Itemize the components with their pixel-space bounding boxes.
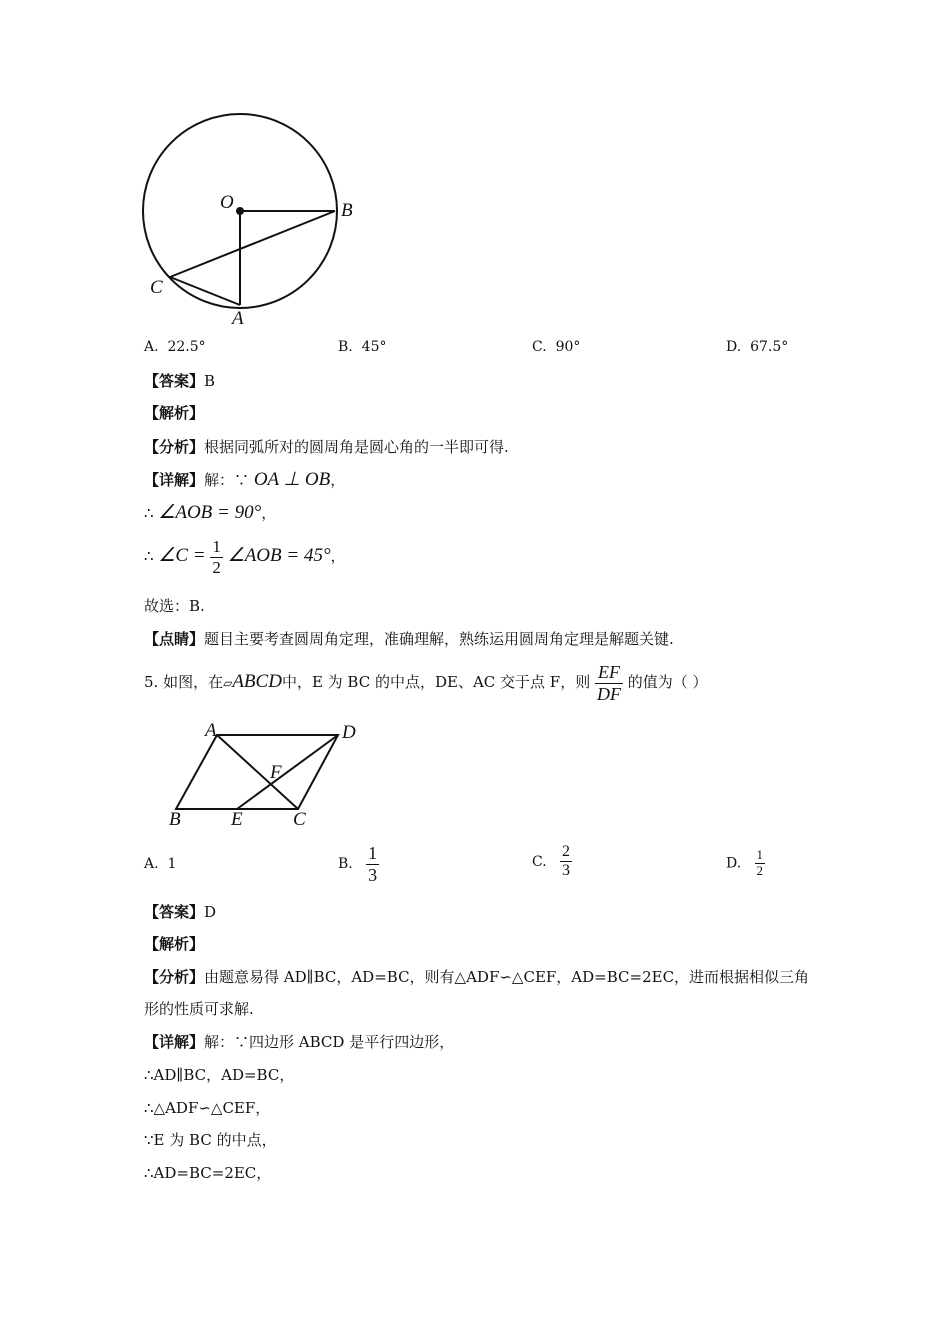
q4-step1: ∴ ∠AOB = 90°， (144, 502, 277, 523)
center-point-O (236, 207, 244, 215)
q5-step-1: ∴AD∥BC，AD=BC， (144, 1066, 295, 1084)
q5-xiangjie: 【详解】解：∵四边形 ABCD 是平行四边形， (144, 1033, 455, 1051)
label-F-q5: F (270, 762, 282, 783)
parallelogram-symbol: ▱ (223, 676, 233, 691)
q4-option-d[interactable]: D. 67.5° (726, 339, 789, 355)
q5-parallelogram-figure (165, 720, 365, 835)
q4-option-c[interactable]: C. 90° (532, 339, 581, 355)
q5-stem: 5. 如图，在▱ABCD中，E 为 BC 的中点，DE、AC 交于点 F，则 $\frac{EF}{DF}$ 的值为（ ） (144, 662, 708, 704)
segment-BC (170, 211, 335, 277)
q4-option-a[interactable]: A. 22.5° (144, 339, 206, 355)
label-B: B (341, 200, 353, 221)
q5-option-c[interactable]: C. $\frac{2}{3}$ (532, 843, 571, 880)
q4-step2: ∴ ∠C = $\frac{1}{2}$ ∠AOB = 45°， (144, 537, 346, 577)
q4-dianjing: 【点睛】题目主要考查圆周角定理，准确理解，熟练运用圆周角定理是解题关键. (144, 630, 674, 648)
q5-fenxi-line2: 形的性质可求解. (144, 1000, 254, 1018)
q5-option-d[interactable]: D. $\frac{1}{2}$ (726, 847, 764, 878)
q5-answer: 【答案】D (144, 903, 217, 921)
q4-fenxi: 【分析】根据同弧所对的圆周角是圆心角的一半即可得. (144, 438, 509, 456)
label-C-q5: C (293, 809, 306, 830)
label-B-q5: B (169, 809, 181, 830)
label-D-q5: D (342, 722, 356, 743)
q4-circle-figure (130, 105, 370, 335)
q4-answer: 【答案】B (144, 372, 216, 390)
label-A: A (232, 308, 244, 329)
q5-step-2: ∴△ADF∽△CEF， (144, 1099, 271, 1117)
q4-analysis-heading: 【解析】 (144, 404, 205, 422)
q5-option-a[interactable]: A. 1 (144, 856, 177, 872)
q4-conclusion: 故选：B. (144, 597, 205, 615)
label-E-q5: E (231, 809, 243, 830)
q5-fenxi-line1: 【分析】由题意易得 AD∥BC，AD=BC，则有△ADF∽△CEF，AD=BC=2EC，进而根据相似三角 (144, 968, 810, 986)
q4-xiangjie: 【详解】解：∵ OA ⊥ OB， (144, 469, 346, 490)
label-A-q5: A (205, 720, 217, 741)
q5-analysis-heading: 【解析】 (144, 935, 205, 953)
segment-DE (237, 735, 338, 809)
label-C: C (150, 277, 163, 298)
label-O: O (220, 192, 234, 213)
q5-option-b[interactable]: B. $\frac{1}{3}$ (338, 843, 378, 885)
q4-option-b[interactable]: B. 45° (338, 339, 387, 355)
q5-step-4: ∴AD=BC=2EC， (144, 1164, 272, 1182)
q5-step-3: ∵E 为 BC 的中点， (144, 1131, 277, 1149)
